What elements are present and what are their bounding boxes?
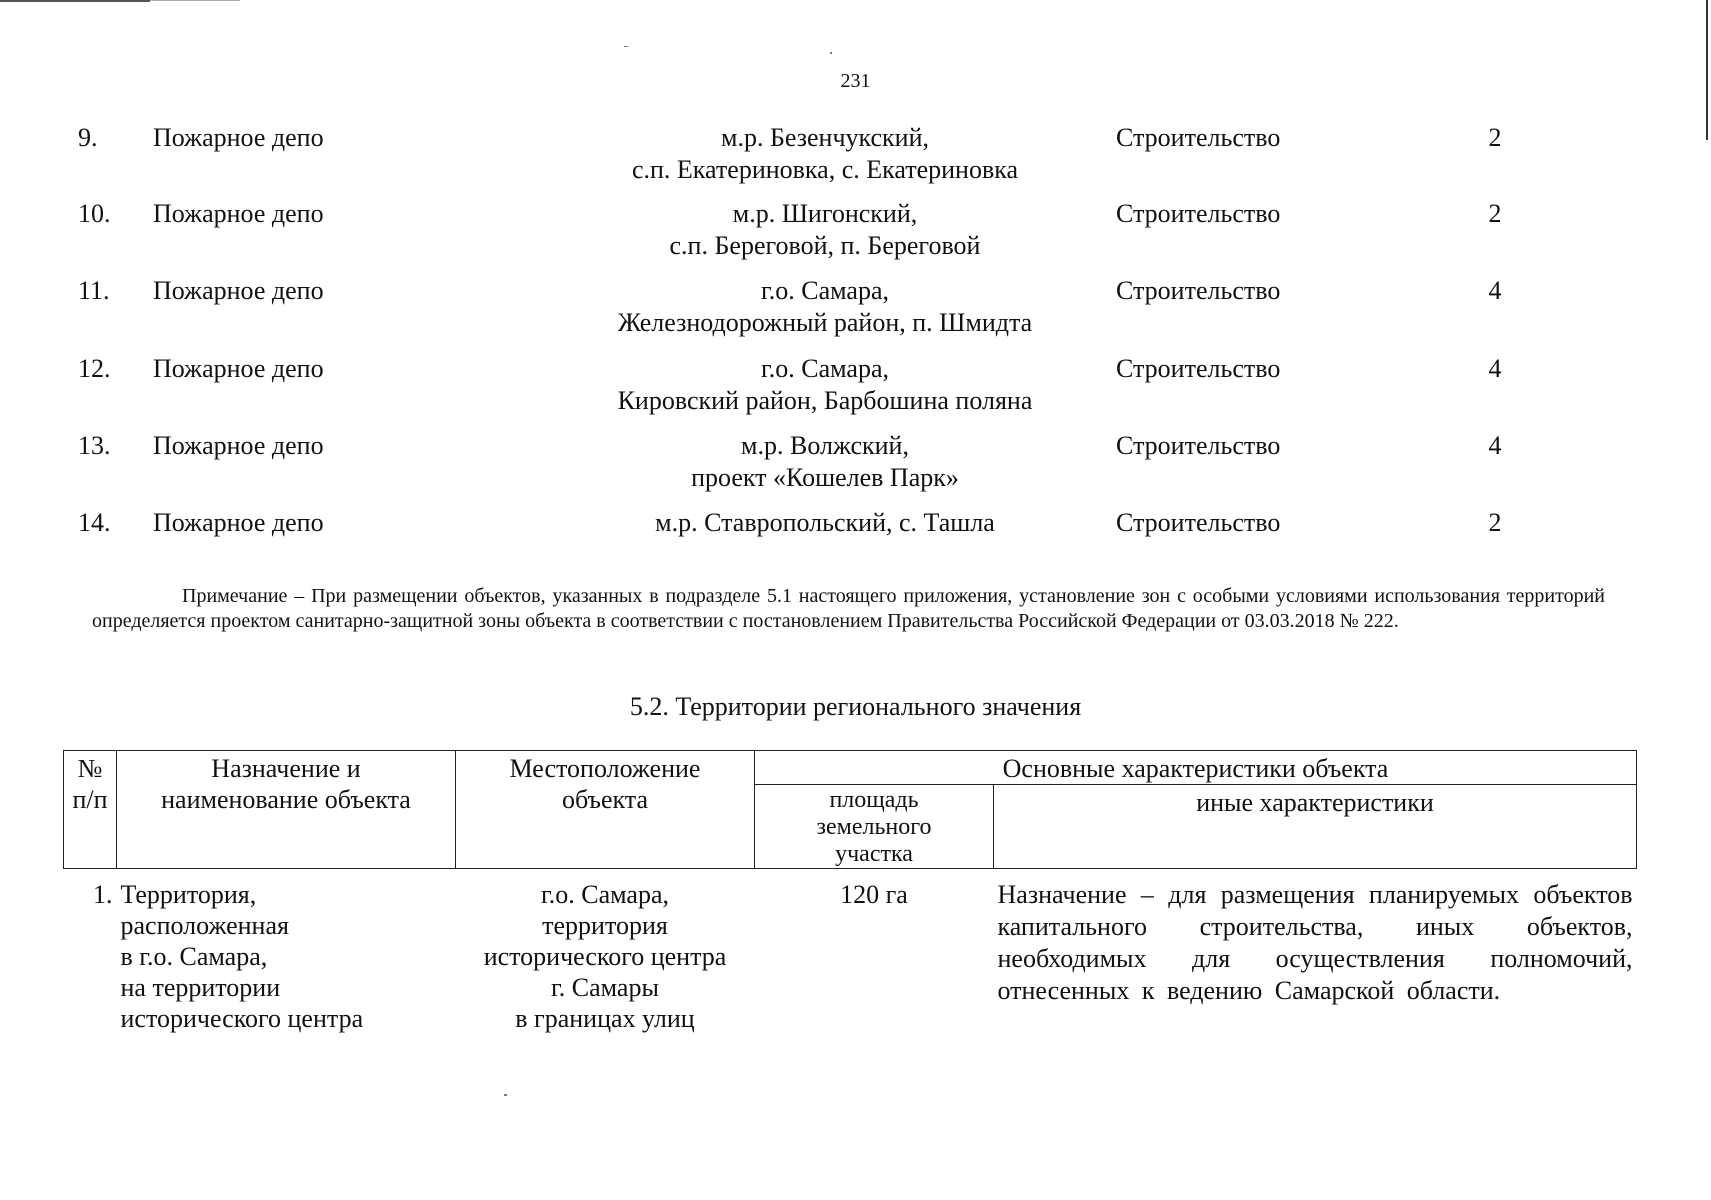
header-location [456,751,755,869]
location-line: м.р. Безенчукский, [720,123,930,152]
row-number: 12. [78,354,111,383]
cell-line: территория [542,911,668,940]
row-number: 13. [78,431,111,460]
header-line: № [77,754,103,783]
scan-speck [624,46,628,47]
object-location [560,275,1090,339]
header-line: объекта [561,785,649,814]
work-type: Строительство [1116,508,1281,537]
location-line: проект «Кошелев Парк» [691,463,959,492]
cell-line: Территория, [120,880,257,909]
object-name: Пожарное депо [153,508,324,537]
object-name: Пожарное депо [153,354,324,383]
object-name: Пожарное депо [153,431,324,460]
row-number: 11. [78,276,110,305]
cell-line: расположенная [120,911,289,940]
location-line: с.п. Екатериновка, с. Екатериновка [631,155,1019,184]
cell-line: г.о. Самара, [541,880,669,909]
page-number: 231 [840,70,871,92]
header-main-characteristics: Основные характеристики объекта [755,751,1637,785]
header-line: наименование объекта [161,785,411,814]
object-count: 4 [1488,431,1502,460]
object-count: 2 [1488,199,1502,228]
cell-other [994,869,1637,1035]
object-count: 4 [1488,354,1502,383]
scan-artifact-top [0,0,150,2]
cell-area: 120 га [840,880,908,909]
location-line: Кировский район, Барбошина поляна [617,386,1033,415]
note-paragraph: Примечание – При размещении объектов, указанных в подразделе 5.1 настоящего приложения, установление зон с особыми условиями использования территорий определяется проектом санитарно-защитной зоны объекта в соответствии с постановлением Правительства Российской Федерации от 03.03.2018 № 222. [92,585,1605,632]
header-num [64,751,117,869]
cell-line: в границах улиц [515,1004,695,1033]
location-line: г.о. Самара, [761,276,889,305]
object-name: Пожарное депо [153,276,324,305]
location-line: г.о. Самара, [761,354,889,383]
work-type: Строительство [1116,431,1281,460]
header-line: площадь [829,787,919,813]
object-location [560,122,1090,186]
header-line: Назначение и [211,754,361,783]
location-line: м.р. Шигонский, [732,199,918,228]
header-name [117,751,456,869]
scan-speck [504,1094,507,1096]
cell-line: г. Самары [551,973,659,1002]
object-count: 4 [1488,276,1502,305]
scan-speck [830,52,832,54]
object-name: Пожарное депо [153,123,324,152]
header-other: иные характеристики [994,785,1637,869]
cell-num: 1. [93,880,113,909]
work-type: Строительство [1116,199,1281,228]
location-line: Железнодорожный район, п. Шмидта [617,308,1033,337]
object-name: Пожарное депо [153,199,324,228]
location-line: м.р. Волжский, [741,431,909,460]
header-line: участка [835,841,913,867]
section-title: 5.2. Территории регионального значения [629,692,1082,721]
cell-line: на территории [120,973,281,1002]
row-number: 9. [78,123,98,152]
cell-location [456,869,755,1035]
object-location [560,430,1090,494]
object-location [560,353,1090,417]
location-line: м.р. Ставропольский, с. Ташла [655,508,995,537]
table-row [64,869,1637,1035]
header-line: п/п [72,785,108,814]
object-location [560,198,1090,262]
scan-artifact-top-faint [150,0,240,1]
territories-table [63,750,1637,1034]
row-number: 10. [78,199,111,228]
location-line: с.п. Береговой, п. Береговой [669,231,981,260]
work-type: Строительство [1116,354,1281,383]
cell-line: исторического центра [483,942,727,971]
header-line: земельного [816,814,932,840]
cell-name [117,869,456,1035]
row-number: 14. [78,508,111,537]
object-count: 2 [1488,123,1502,152]
header-area [755,785,994,869]
object-location [560,507,1090,539]
work-type: Строительство [1116,123,1281,152]
work-type: Строительство [1116,276,1281,305]
cell-line: исторического центра [120,1004,364,1033]
other-characteristics-text: Назначение – для размещения планируемых объектов капитального строительства, иных объектов, необходимых для осуществления полномочий, отнесенных к ведению Самарской области. [997,880,1633,1005]
header-line: Местоположение [509,754,701,783]
object-count: 2 [1488,508,1502,537]
cell-line: в г.о. Самара, [120,942,268,971]
